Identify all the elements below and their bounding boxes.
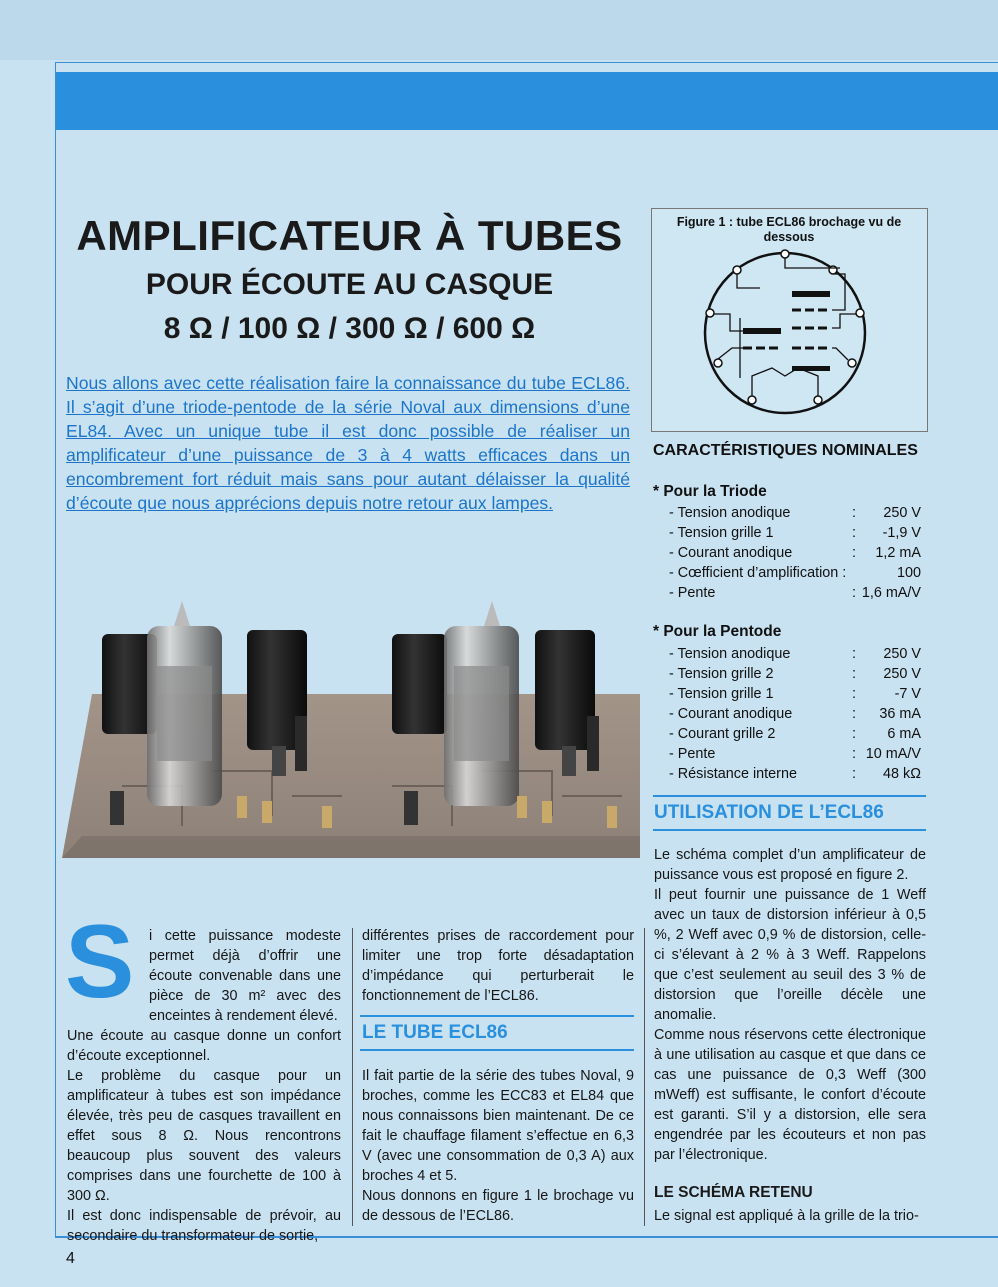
spec-separator: : (852, 505, 856, 521)
paragraph: Il peut fournir une puissance de 1 Weff avec un taux de distorsion inférieur à 0,5 %, 2 Weff avec 0,9 % de distorsion, celle-ci s’élevant à 2 % à 3 Weff. Rappelons que c’est seulement au seuil des 3 % de distorsion que l’oreille décèle une anomalie. (654, 887, 926, 1023)
spec-row (669, 583, 921, 603)
heading-rule (653, 795, 926, 797)
header-blue-band (56, 72, 998, 130)
paragraph: Il fait partie de la série des tubes Noval, 9 broches, comme les ECC83 et EL84 que nous connaissons bien maintenant. De ce fait le chauffage filament s’effectue en 6,3 V (avec une consommation de 0,3 A) aux broches 4 et 5. (362, 1068, 634, 1184)
paragraph: i cette puissance modeste permet déjà d’offrir une écoute convenable dans une pièce de 30 m² avec des enceintes à rendement élevé. (149, 928, 341, 1024)
spec-name: - Tension grille 1 (669, 686, 774, 702)
spec-name: - Courant grille 2 (669, 726, 776, 742)
spec-separator: : (852, 585, 856, 601)
spec-value: 36 mA (879, 706, 921, 722)
spec-name: - Pente (669, 746, 716, 762)
spec-separator: : (852, 545, 856, 561)
spec-separator: : (852, 666, 856, 682)
spec-separator: : (852, 726, 856, 742)
article-title: AMPLIFICATEUR À TUBES (76, 212, 623, 259)
triode-heading: * Pour la Triode (653, 483, 767, 500)
spec-separator: : (852, 746, 856, 762)
heading-rule (653, 829, 926, 831)
paragraph: Il est donc indispensable de prévoir, au secondaire du transformateur de sortie, (67, 1208, 341, 1244)
heading-rule (360, 1015, 634, 1017)
body-column-3 (654, 845, 926, 1165)
paragraph: Une écoute au casque donne un confort d’écoute exceptionnel. (67, 1028, 341, 1064)
spec-value: 250 V (883, 646, 921, 662)
spec-value: -7 V (894, 686, 921, 702)
spec-separator: : (852, 686, 856, 702)
paragraph: Comme nous réservons cette électronique à une utilisation au casque et que dans ce cas une puissance de 0,3 Weff (300 mWeff) est suffisante, le confort d’écoute est garanti. S’il y a distorsion, elle sera engendrée par les écouteurs et non pas par l’électronique. (654, 1027, 926, 1163)
page-number: 4 (66, 1250, 75, 1267)
spec-name: - Tension grille 2 (669, 666, 774, 682)
spec-value: -1,9 V (882, 525, 921, 541)
section-heading-schema: LE SCHÉMA RETENU (654, 1184, 813, 1201)
spec-row (669, 664, 921, 684)
spec-row (669, 543, 921, 563)
heading-rule (360, 1049, 634, 1051)
spec-row (669, 684, 921, 704)
spec-value: 100 (896, 565, 921, 581)
spec-row (669, 704, 921, 724)
column-divider (644, 928, 645, 1226)
spec-value: 1,6 mA/V (861, 585, 921, 601)
spec-separator: : (852, 646, 856, 662)
spec-name: - Courant anodique (669, 706, 793, 722)
spec-row (669, 644, 921, 664)
spec-name: - Cœfficient d’amplification : (669, 565, 847, 581)
impedance-subtitle: 8 Ω / 100 Ω / 300 Ω / 600 Ω (163, 312, 536, 345)
spec-value: 250 V (883, 505, 921, 521)
spec-name: - Résistance interne (669, 766, 797, 782)
spec-name: - Tension anodique (669, 646, 791, 662)
section-heading-tube: LE TUBE ECL86 (362, 1022, 508, 1043)
specs-heading: CARACTÉRISTIQUES NOMINALES (653, 442, 918, 459)
body-column-3b (654, 1206, 926, 1226)
spec-value: 10 mA/V (865, 746, 921, 762)
spec-value: 1,2 mA (875, 545, 921, 561)
column-divider (352, 928, 353, 1226)
figure-1-caption: Figure 1 : tube ECL86 brochage vu de dessous (676, 215, 902, 244)
spec-row (669, 764, 921, 784)
spec-name: - Pente (669, 585, 716, 601)
spec-name: - Tension grille 1 (669, 525, 774, 541)
spec-row (669, 563, 921, 583)
spec-value: 6 mA (887, 726, 921, 742)
spec-separator: : (852, 525, 856, 541)
spec-row (669, 523, 921, 543)
tube-pinout-diagram (700, 248, 870, 418)
amplifier-board-photo (62, 596, 640, 858)
article-subtitle: POUR ÉCOUTE AU CASQUE (145, 268, 554, 301)
spec-value: 48 kΩ (883, 766, 921, 782)
paragraph: Nous donnons en figure 1 le brochage vu de dessous de l’ECL86. (362, 1188, 634, 1224)
spec-separator: : (852, 766, 856, 782)
spec-row (669, 724, 921, 744)
spec-name: - Courant anodique (669, 545, 793, 561)
spec-row (669, 503, 921, 523)
body-column-2 (362, 926, 634, 1006)
spec-row (669, 744, 921, 764)
intro-paragraph: Nous allons avec cette réalisation faire la connaissance du tube ECL86. Il s’agit d’une triode-pentode de la série Noval aux dimensions d’une EL84. Avec un unique tube il est donc possible de réaliser un amplificateur d’une puissance de 3 à 4 watts efficaces dans un encombrement fort réduit mais sans pour autant délaisser la qualité d’écoute que nous apprécions depuis notre retour aux lampes. (66, 373, 630, 513)
spec-name: - Tension anodique (669, 505, 791, 521)
spec-separator: : (852, 706, 856, 722)
paragraph: Le schéma complet d’un amplificateur de puissance vous est proposé en figure 2. (654, 847, 926, 883)
dropcap: S (65, 904, 135, 1020)
paragraph: Le signal est appliqué à la grille de la trio- (654, 1208, 919, 1224)
pentode-heading: * Pour la Pentode (653, 623, 782, 640)
section-heading-utilisation: UTILISATION DE L’ECL86 (654, 802, 884, 823)
paragraph: Le problème du casque pour un amplificateur à tubes est son impédance élevée, très peu de casques travaillent en effet sous 8 Ω. Nous rencontrons beaucoup plus souvent des valeurs comprises dans une fourchette de 100 à 300 Ω. (67, 1068, 341, 1204)
body-column-2b (362, 1066, 634, 1226)
paragraph: différentes prises de raccordement pour limiter une trop forte désadaptation d’impédance qui perturberait le fonctionnement de l’ECL86. (362, 928, 634, 1004)
background-band (0, 0, 998, 60)
spec-value: 250 V (883, 666, 921, 682)
body-column-1 (65, 904, 341, 1246)
